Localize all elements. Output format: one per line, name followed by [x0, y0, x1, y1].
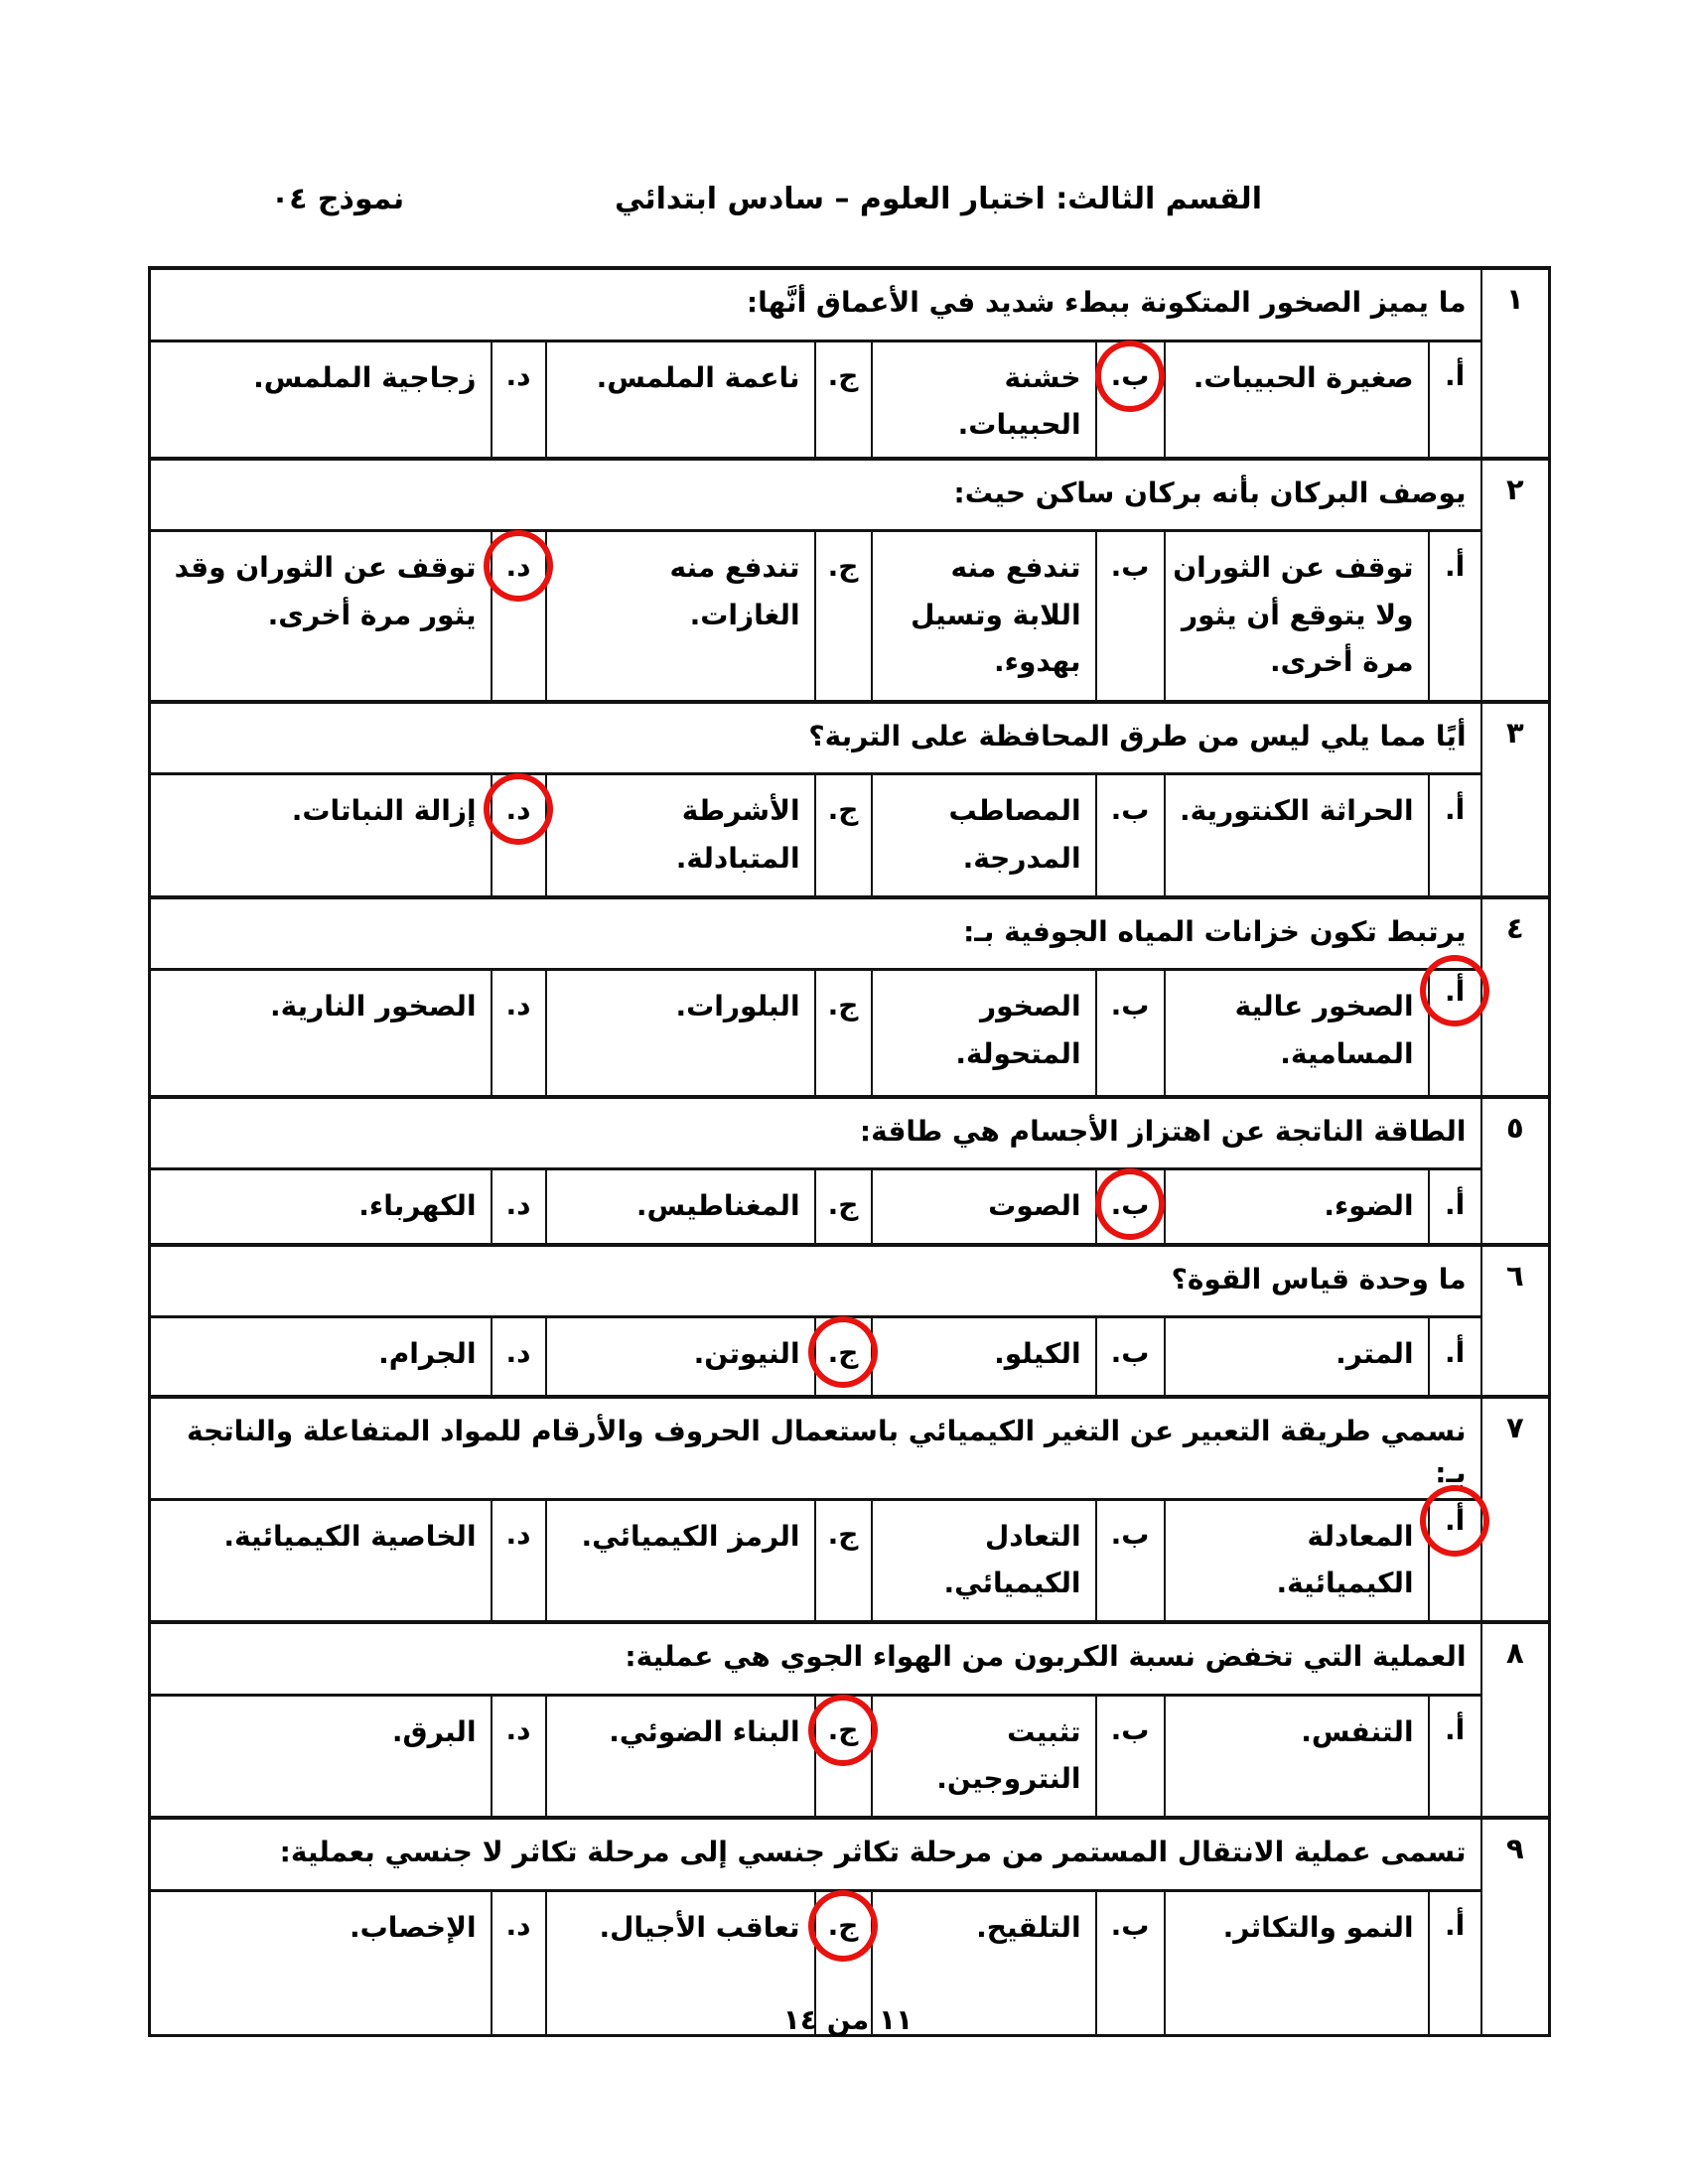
option-text: البرق. [150, 1695, 492, 1818]
option-letter: أ. [1444, 1713, 1466, 1747]
question-row [150, 702, 1550, 774]
question-text: العملية التي تخفض نسبة الكربون من الهواء الجوي هي عملية: [150, 1622, 1481, 1695]
question-row [150, 1818, 1550, 1890]
question-row [150, 268, 1550, 341]
question-row [150, 459, 1550, 531]
option-text: خشنة الحبيبات. [872, 341, 1096, 459]
option-text: توقف عن الثوران ولا يتوقع أن يثور مرة أخرى. [1165, 531, 1429, 702]
option-text: تندفع منه اللابة وتسيل بهدوء. [872, 531, 1096, 702]
option-letter: أ. [1444, 1335, 1466, 1369]
option-letter: أ. [1444, 1909, 1466, 1943]
question-number: ٨ [1481, 1622, 1550, 1818]
answer-circle: ج. [808, 1316, 878, 1388]
option-letter-cell [1429, 1695, 1481, 1818]
page-footer: ١١ من ١٤ [782, 2003, 914, 2036]
option-text: الصوت [872, 1169, 1096, 1245]
option-letter-cell [1096, 970, 1165, 1097]
option-text: البناء الضوئي. [546, 1695, 815, 1818]
options-row [150, 341, 1550, 459]
option-text: الصخور عالية المسامية. [1165, 970, 1429, 1097]
option-letter-cell [815, 1169, 872, 1245]
option-text: الأشرطة المتبادلة. [546, 774, 815, 897]
question-number: ٦ [1481, 1245, 1550, 1397]
options-row [150, 970, 1550, 1097]
option-letter-cell [1096, 1499, 1165, 1622]
answer-circle: أ. [1420, 1485, 1489, 1557]
option-letter: ب. [1110, 1335, 1150, 1369]
option-text: المتر. [1165, 1317, 1429, 1397]
model-number: نموذج ٠٤ [270, 182, 405, 216]
question-row [150, 1622, 1550, 1695]
option-text: ناعمة الملمس. [546, 341, 815, 459]
option-text: تعاقب الأجيال. [546, 1890, 815, 2035]
question-row [150, 1397, 1550, 1500]
answer-circle: ج. [808, 1695, 878, 1766]
option-text: التعادل الكيميائي. [872, 1499, 1096, 1622]
option-letter-cell [815, 341, 872, 459]
option-text: النمو والتكاثر. [1165, 1890, 1429, 2035]
option-text: التلقيح. [872, 1890, 1096, 2035]
option-letter: د. [505, 1713, 531, 1747]
question-number: ١ [1481, 268, 1550, 459]
option-text: الصخور النارية. [150, 970, 492, 1097]
question-text: يرتبط تكون خزانات المياه الجوفية بـ: [150, 897, 1481, 970]
option-letter: ب. [1110, 549, 1150, 583]
option-text: الكهرباء. [150, 1169, 492, 1245]
option-letter: أ. [1444, 792, 1466, 826]
option-letter-cell [1096, 1169, 1165, 1245]
option-letter: ب. [1110, 1909, 1150, 1943]
question-row [150, 1245, 1550, 1317]
answer-circle: ج. [808, 1890, 878, 1962]
option-letter: ج. [827, 1187, 859, 1221]
answer-circle: د. [484, 773, 553, 845]
option-letter-cell [1429, 531, 1481, 702]
option-letter-cell [815, 1317, 872, 1397]
options-row [150, 1695, 1550, 1818]
question-number: ٢ [1481, 459, 1550, 702]
option-letter-cell [1096, 774, 1165, 897]
option-text: المعادلة الكيميائية. [1165, 1499, 1429, 1622]
question-text: يوصف البركان بأنه بركان ساكن حيث: [150, 459, 1481, 531]
option-text: إزالة النباتات. [150, 774, 492, 897]
option-letter-cell [492, 774, 546, 897]
option-text: الضوء. [1165, 1169, 1429, 1245]
options-row [150, 1317, 1550, 1397]
question-row [150, 897, 1550, 970]
option-letter-cell [1096, 1695, 1165, 1818]
option-letter-cell [1096, 1317, 1165, 1397]
option-letter-cell [492, 1499, 546, 1622]
question-text: نسمي طريقة التعبير عن التغير الكيميائي باستعمال الحروف والأرقام للمواد المتفاعلة والناتجة بـ: [150, 1397, 1481, 1500]
option-text: الجرام. [150, 1317, 492, 1397]
option-text: توقف عن الثوران وقد يثور مرة أخرى. [150, 531, 492, 702]
option-text: تندفع منه الغازات. [546, 531, 815, 702]
option-letter-cell [815, 1695, 872, 1818]
options-row [150, 774, 1550, 897]
option-letter-cell [1096, 531, 1165, 702]
question-number: ٣ [1481, 702, 1550, 897]
option-text: المغناطيس. [546, 1169, 815, 1245]
question-text: تسمى عملية الانتقال المستمر من مرحلة تكاثر جنسي إلى مرحلة تكاثر لا جنسي بعملية: [150, 1818, 1481, 1890]
option-text: الإخصاب. [150, 1890, 492, 2035]
option-letter: ج. [827, 792, 859, 826]
option-text: البلورات. [546, 970, 815, 1097]
option-letter-cell [492, 1695, 546, 1818]
option-letter-cell [492, 970, 546, 1097]
options-row [150, 1169, 1550, 1245]
option-text: صغيرة الحبيبات. [1165, 341, 1429, 459]
option-letter: أ. [1444, 359, 1466, 392]
option-letter-cell [1429, 1499, 1481, 1622]
answer-circle: د. [484, 530, 553, 602]
option-text: زجاجية الملمس. [150, 341, 492, 459]
option-letter-cell [1096, 341, 1165, 459]
option-letter-cell [492, 1317, 546, 1397]
option-letter: ب. [1110, 988, 1150, 1022]
option-letter: د. [505, 359, 531, 392]
option-text: الكيلو. [872, 1317, 1096, 1397]
option-text: الرمز الكيميائي. [546, 1499, 815, 1622]
option-letter: ج. [827, 988, 859, 1022]
option-letter-cell [1429, 1169, 1481, 1245]
option-letter-cell [815, 970, 872, 1097]
option-letter-cell [1429, 341, 1481, 459]
option-letter-cell [1429, 774, 1481, 897]
option-letter: د. [505, 1187, 531, 1221]
question-number: ٩ [1481, 1818, 1550, 2035]
option-letter: ج. [827, 1518, 859, 1552]
question-row [150, 1097, 1550, 1169]
option-letter-cell [815, 774, 872, 897]
page-title: القسم الثالث: اختبار العلوم – سادس ابتدائي [615, 182, 1262, 216]
option-letter-cell [815, 531, 872, 702]
options-row [150, 1499, 1550, 1622]
option-text: الصخور المتحولة. [872, 970, 1096, 1097]
option-letter: ج. [827, 549, 859, 583]
option-letter: د. [505, 1335, 531, 1369]
option-letter: أ. [1444, 1187, 1466, 1221]
page-header [0, 182, 1688, 235]
option-letter-cell [815, 1499, 872, 1622]
question-text: أيًا مما يلي ليس من طرق المحافظة على التربة؟ [150, 702, 1481, 774]
option-letter: ب. [1110, 792, 1150, 826]
option-text: تثبيت النتروجين. [872, 1695, 1096, 1818]
answer-circle: ب. [1095, 341, 1165, 412]
option-letter-cell [492, 531, 546, 702]
option-letter: د. [505, 1518, 531, 1552]
option-text: المصاطب المدرجة. [872, 774, 1096, 897]
question-text: الطاقة الناتجة عن اهتزاز الأجسام هي طاقة: [150, 1097, 1481, 1169]
option-text: الخاصية الكيميائية. [150, 1499, 492, 1622]
option-letter-cell [492, 1169, 546, 1245]
options-row [150, 531, 1550, 702]
answer-circle: أ. [1420, 955, 1489, 1026]
option-text: التنفس. [1165, 1695, 1429, 1818]
question-number: ٥ [1481, 1097, 1550, 1245]
option-text: النيوتن. [546, 1317, 815, 1397]
option-text: الحراثة الكنتورية. [1165, 774, 1429, 897]
option-letter-cell [492, 341, 546, 459]
question-text: ما وحدة قياس القوة؟ [150, 1245, 1481, 1317]
answer-circle: ب. [1095, 1168, 1165, 1240]
option-letter: د. [505, 988, 531, 1022]
option-letter: ب. [1110, 1518, 1150, 1552]
option-letter: أ. [1444, 549, 1466, 583]
option-letter: د. [505, 1909, 531, 1943]
option-letter: ب. [1110, 1713, 1150, 1747]
question-number: ٧ [1481, 1397, 1550, 1623]
option-letter-cell [1429, 970, 1481, 1097]
exam-table [148, 266, 1551, 2037]
option-letter-cell [1429, 1317, 1481, 1397]
option-letter: ج. [827, 359, 859, 392]
question-number: ٤ [1481, 897, 1550, 1097]
question-text: ما يميز الصخور المتكونة ببطء شديد في الأعماق أنَّها: [150, 268, 1481, 341]
